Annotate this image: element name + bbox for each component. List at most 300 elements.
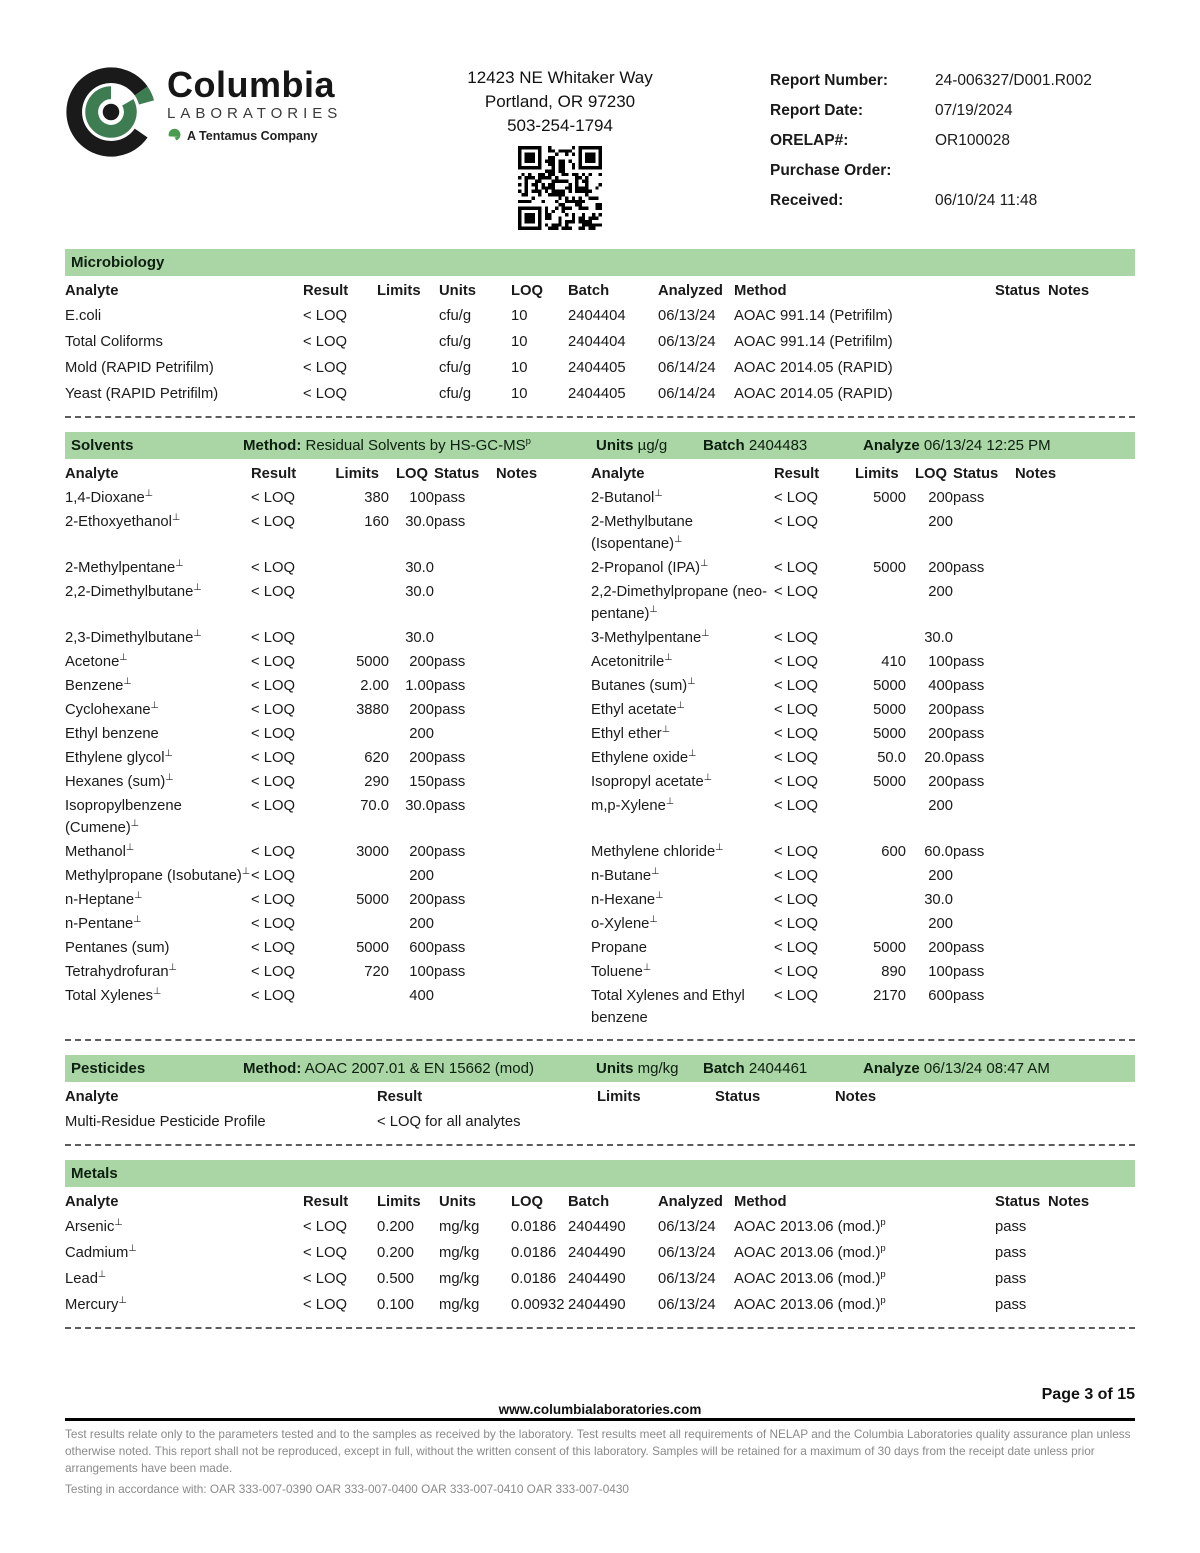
status-cell: pass [953,964,985,980]
status-cell [434,912,496,936]
method-cell: AOAC 2014.05 (RAPID) [734,360,893,376]
limits-cell: 890 [881,964,906,980]
notes-cell [1015,486,1135,510]
solvents-section [65,432,1135,1041]
result-cell: < LOQ [774,844,819,860]
analyte-cell: Arsenic⊥ [65,1217,123,1235]
limits-cell: 5000 [873,702,906,718]
result-cell: < LOQ [774,560,819,576]
col-analyte: Analyte [65,283,119,299]
limits-cell: 0.100 [377,1297,415,1313]
loq-cell: 200 [928,584,953,600]
section-header-microbiology [65,249,1135,276]
loq-cell: 200 [928,940,953,956]
meta-value: OR100028 [935,132,1010,149]
loq-cell: 60.0 [924,844,953,860]
analyte-cell: 2-Propanol (IPA)⊥ [591,558,709,576]
microbiology-table [65,276,1135,407]
limits-cell: 290 [364,774,389,790]
loq-cell: 10 [511,386,528,402]
notes-cell [1015,936,1135,960]
status-cell [953,864,1015,888]
analyte-cell: 2-Ethoxyethanol⊥ [65,512,181,530]
notes-cell [496,510,591,556]
limits-cell [335,722,389,746]
limits-cell: 5000 [356,940,389,956]
table-row [65,746,1135,770]
notes-cell [1015,556,1135,580]
meta-row [770,96,1135,126]
loq-cell: 200 [928,726,953,742]
meta-label: ORELAP#: [770,132,849,149]
status-cell: pass [953,560,985,576]
table-header-row [65,1082,1135,1109]
analyte-cell: 1,4-Dioxane⊥ [65,488,154,506]
columbia-logo [65,66,395,235]
address-line: Portland, OR 97230 [484,92,636,111]
loq-cell: 30.0 [924,630,953,646]
col-units: Units [439,283,476,299]
metals-section [65,1160,1135,1329]
metals-table [65,1187,1135,1318]
table-row [65,556,1135,580]
notes-cell [496,888,591,912]
status-cell: pass [953,844,985,860]
loq-cell: 200 [928,868,953,884]
section-divider [65,1144,1135,1146]
loq-cell: 200 [928,774,953,790]
notes-cell [1048,355,1135,381]
notes-cell [1015,722,1135,746]
status-cell: pass [434,678,466,694]
meta-row [770,186,1135,216]
table-header-row [65,276,1135,303]
analyte-cell: Hexanes (sum)⊥ [65,772,174,790]
loq-cell: 200 [409,702,434,718]
col-notes: Notes [835,1089,877,1105]
limits-cell: 620 [364,750,389,766]
notes-cell [496,864,591,888]
table-row [65,381,1135,407]
notes-cell [496,936,591,960]
notes-cell [1048,1214,1135,1240]
limits-cell [335,912,389,936]
analyte-cell: Total Coliforms [65,334,163,350]
result-cell: < LOQ [774,726,819,742]
notes-cell [496,698,591,722]
notes-cell [1048,1292,1135,1318]
limits-cell: 5000 [356,892,389,908]
loq-cell: 100 [409,490,434,506]
microbiology-section [65,249,1135,418]
notes-cell [1015,770,1135,794]
loq-cell: 150 [409,774,434,790]
analyte-cell: Butanes (sum)⊥ [591,676,696,694]
status-cell: pass [953,750,985,766]
notes-cell [1015,746,1135,770]
analyzed-cell: 06/13/24 [658,1219,716,1235]
method-cell: AOAC 2013.06 $(mod.)^p$ [734,1217,886,1235]
result-cell: < LOQ [303,1219,348,1235]
notes-cell [496,840,591,864]
analyte-cell: Isopropyl acetate⊥ [591,772,712,790]
analyte-cell: E.coli [65,308,102,324]
analyte-cell: Pentanes (sum) [65,940,170,956]
analyze-info: Analyze 06/13/24 08:47 AM [863,1060,1050,1077]
loq-cell: 100 [409,964,434,980]
limits-cell: 160 [364,514,389,530]
brand-name: Columbia [167,64,336,105]
limits-cell: 50.0 [877,750,906,766]
loq-cell: 10 [511,308,528,324]
units-cell: mg/kg [439,1219,480,1235]
result-cell: < LOQ [774,490,819,506]
loq-cell: 200 [409,654,434,670]
result-cell: < LOQ [251,844,296,860]
table-row [65,840,1135,864]
notes-cell [496,674,591,698]
table-row [65,864,1135,888]
limits-cell: 0.200 [377,1245,415,1261]
status-cell [953,510,1015,556]
section-title: Pesticides [71,1060,146,1077]
result-cell: < LOQ [251,774,296,790]
table-row [65,722,1135,746]
result-cell: < LOQ [774,702,819,718]
address-line: 12423 NE Whitaker Way [467,68,653,87]
batch-cell: 2404405 [568,386,626,402]
notes-cell [1015,864,1135,888]
status-cell: pass [953,678,985,694]
status-cell: pass [434,490,466,506]
units-cell: mg/kg [439,1245,480,1261]
status-cell [995,329,1048,355]
notes-cell [496,556,591,580]
table-row [65,329,1135,355]
col-analyte: Analyte [65,1194,119,1210]
notes-cell [1015,840,1135,864]
status-cell [434,864,496,888]
limits-cell [855,580,906,626]
status-cell: pass [953,726,985,742]
limits-cell [335,580,389,626]
table-row [65,912,1135,936]
col-analyte: Analyte [591,466,645,482]
result-cell: < LOQ [774,654,819,670]
loq-cell: 30.0 [405,584,434,600]
analyzed-cell: 06/13/24 [658,1245,716,1261]
solvents-table [65,459,1135,1030]
result-cell: < LOQ [251,654,296,670]
analyte-cell: 2,2-Dimethylpropane (neo-pentane)⊥ [591,584,768,622]
loq-cell: 200 [409,868,434,884]
notes-cell [1048,381,1135,407]
loq-cell: 20.0 [924,750,953,766]
method-cell: AOAC 991.14 (Petrifilm) [734,334,893,350]
result-cell: < LOQ [251,630,296,646]
loq-cell: 10 [511,334,528,350]
brand-subtitle: LABORATORIES [167,105,343,122]
address-line: 503-254-1794 [507,116,613,135]
result-cell: < LOQ [251,964,296,980]
limits-cell: 2170 [873,988,906,1004]
analyte-cell: Acetonitrile⊥ [591,652,673,670]
notes-cell [1048,1266,1135,1292]
col-limits: Limits [855,466,899,482]
batch-cell: 2404490 [568,1245,626,1261]
notes-cell [1015,698,1135,722]
result-cell: < LOQ [774,798,819,814]
table-row [65,960,1135,984]
notes-cell [1015,626,1135,650]
loq-cell: 0.0186 [511,1271,557,1287]
units-cell: cfu/g [439,308,472,324]
loq-cell: 30.0 [924,892,953,908]
table-row [65,1214,1135,1240]
result-cell: < LOQ [774,892,819,908]
analyzed-cell: 06/13/24 [658,1297,716,1313]
result-cell: < LOQ [303,1271,348,1287]
result-cell: < LOQ [774,630,819,646]
table-row [65,355,1135,381]
result-cell: < LOQ [251,678,296,694]
method-cell: AOAC 991.14 (Petrifilm) [734,308,893,324]
status-cell: pass [434,940,466,956]
status-cell [995,355,1048,381]
analyte-cell: Multi-Residue Pesticide Profile [65,1114,266,1130]
batch-info: Batch 2404483 [703,437,808,454]
analyte-cell: Lead⊥ [65,1269,107,1287]
col-batch: Batch [568,283,610,299]
result-cell: < LOQ [303,1245,348,1261]
analyte-cell: Ethyl ether⊥ [591,724,671,742]
table-row [65,674,1135,698]
limits-cell: 5000 [873,490,906,506]
limits-cell [335,556,389,580]
batch-cell: 2404490 [568,1297,626,1313]
status-cell: pass [434,892,466,908]
limits-cell: 5000 [356,654,389,670]
col-loq: LOQ [511,1194,544,1210]
result-cell: < LOQ [251,702,296,718]
meta-value: 06/10/24 11:48 [935,192,1038,209]
loq-cell: 200 [928,916,953,932]
analyte-cell: Ethylene oxide⊥ [591,748,697,766]
analyte-cell: n-Heptane⊥ [65,890,143,908]
notes-cell [835,1109,1135,1135]
notes-cell [1015,794,1135,840]
section-title: Microbiology [71,254,165,271]
meta-row [770,126,1135,156]
result-cell: < LOQ [251,750,296,766]
report-footer [65,1386,1135,1496]
table-row [65,984,1135,1030]
section-header-pesticides [65,1055,1135,1082]
notes-cell [1015,510,1135,556]
limits-cell [335,864,389,888]
page-number: Page 3 of 15 [1041,1386,1135,1403]
loq-cell: 1.00 [405,678,434,694]
col-loq: LOQ [395,466,428,482]
status-cell: pass [995,1271,1027,1287]
result-cell: < LOQ [303,334,348,350]
status-cell: pass [953,654,985,670]
analyte-cell: Yeast (RAPID Petrifilm) [65,386,219,402]
col-status: Status [995,1194,1041,1210]
table-row [65,1109,1135,1135]
loq-cell: 30.0 [405,560,434,576]
analyte-cell: Toluene⊥ [591,962,652,980]
table-row [65,650,1135,674]
result-cell: < LOQ for all analytes [377,1114,521,1130]
batch-cell: 2404404 [568,308,626,324]
limits-cell [855,912,906,936]
col-analyte: Analyte [65,466,119,482]
result-cell: < LOQ [774,964,819,980]
status-cell: pass [434,514,466,530]
loq-cell: 100 [928,964,953,980]
limits-cell: 600 [881,844,906,860]
limits-cell: 5000 [873,774,906,790]
analyte-cell: o-Xylene⊥ [591,914,658,932]
units-info: Units mg/kg [596,1060,679,1077]
status-cell [434,984,496,1030]
loq-cell: 30.0 [405,798,434,814]
meta-label: Report Date: [770,102,864,119]
method-cell: AOAC 2013.06 $(mod.)^p$ [734,1243,886,1261]
limits-cell [335,984,389,1030]
col-limits: Limits [335,466,379,482]
notes-cell [1015,912,1135,936]
method-cell: AOAC 2014.05 (RAPID) [734,386,893,402]
result-cell: < LOQ [774,988,819,1004]
limits-cell [855,888,906,912]
batch-info: Batch 2404461 [703,1060,808,1077]
analyzed-cell: 06/14/24 [658,386,716,402]
analyte-cell: Total Xylenes⊥ [65,986,162,1004]
col-notes: Notes [1048,1194,1090,1210]
notes-cell [496,746,591,770]
loq-cell: 0.0186 [511,1219,557,1235]
notes-cell [496,912,591,936]
analyte-cell: Ethyl acetate⊥ [591,700,685,718]
result-cell: < LOQ [303,308,348,324]
status-cell: pass [995,1219,1027,1235]
notes-cell [1048,303,1135,329]
result-cell: < LOQ [774,868,819,884]
result-cell: < LOQ [251,798,296,814]
meta-label: Report Number: [770,72,888,89]
notes-cell [496,486,591,510]
status-cell: pass [953,774,985,790]
table-row [65,794,1135,840]
analyte-cell: n-Pentane⊥ [65,914,142,932]
limits-cell [597,1109,715,1135]
batch-cell: 2404490 [568,1271,626,1287]
col-analyzed: Analyzed [658,1194,723,1210]
section-header-metals [65,1160,1135,1187]
pesticides-section [65,1055,1135,1146]
lab-address [395,66,725,235]
loq-cell: 30.0 [405,630,434,646]
notes-cell [1015,888,1135,912]
analyte-cell: n-Butane⊥ [591,866,660,884]
columbia-logo-icon [65,66,157,163]
limits-cell [335,626,389,650]
limits-cell: 3000 [356,844,389,860]
col-result: Result [774,466,820,482]
col-limits: Limits [597,1089,641,1105]
col-status: Status [434,466,480,482]
result-cell: < LOQ [251,726,296,742]
loq-cell: 200 [409,844,434,860]
limits-cell: 380 [364,490,389,506]
result-cell: < LOQ [251,988,296,1004]
col-result: Result [251,466,297,482]
limits-cell: 5000 [873,726,906,742]
section-divider [65,1039,1135,1041]
notes-cell [496,626,591,650]
status-cell: pass [434,750,466,766]
report-header [65,0,1135,235]
status-cell: pass [434,844,466,860]
status-cell: pass [953,988,985,1004]
limits-cell [855,794,906,840]
status-cell [953,912,1015,936]
table-row [65,1266,1135,1292]
result-cell: < LOQ [303,1297,348,1313]
result-cell: < LOQ [774,584,819,600]
limits-cell: 70.0 [360,798,389,814]
table-header-row [65,1187,1135,1214]
analyzed-cell: 06/13/24 [658,334,716,350]
units-cell: cfu/g [439,360,472,376]
analyte-cell: Benzene⊥ [65,676,132,694]
limits-cell: 5000 [873,678,906,694]
table-row [65,580,1135,626]
table-header-row [65,459,1135,486]
limits-cell: 5000 [873,560,906,576]
analyte-cell: Total Xylenes and Ethyl benzene [591,988,745,1026]
limits-cell: 2.00 [360,678,389,694]
result-cell: < LOQ [251,490,296,506]
analyzed-cell: 06/14/24 [658,360,716,376]
table-row [65,303,1135,329]
status-cell: pass [434,774,466,790]
col-units: Units [439,1194,476,1210]
analyzed-cell: 06/13/24 [658,308,716,324]
limits-cell [377,381,439,407]
units-cell: mg/kg [439,1297,480,1313]
notes-cell [1015,960,1135,984]
status-cell: pass [434,654,466,670]
section-title: Metals [71,1165,118,1182]
col-method: Method [734,1194,787,1210]
status-cell: pass [953,490,985,506]
limits-cell: 720 [364,964,389,980]
analyte-cell: Ethylene glycol⊥ [65,748,173,766]
status-cell [434,580,496,626]
section-title: Solvents [71,437,134,454]
col-loq: LOQ [511,283,544,299]
status-cell: pass [434,702,466,718]
col-result: Result [303,283,349,299]
col-status: Status [715,1089,761,1105]
table-row [65,770,1135,794]
analyte-cell: Mercury⊥ [65,1295,127,1313]
testing-accordance-text: Testing in accordance with: OAR 333-007-0390 OAR 333-007-0400 OAR 333-007-0410 OAR 333-007-0430 [65,1482,629,1496]
analyte-cell: 2-Butanol⊥ [591,488,663,506]
